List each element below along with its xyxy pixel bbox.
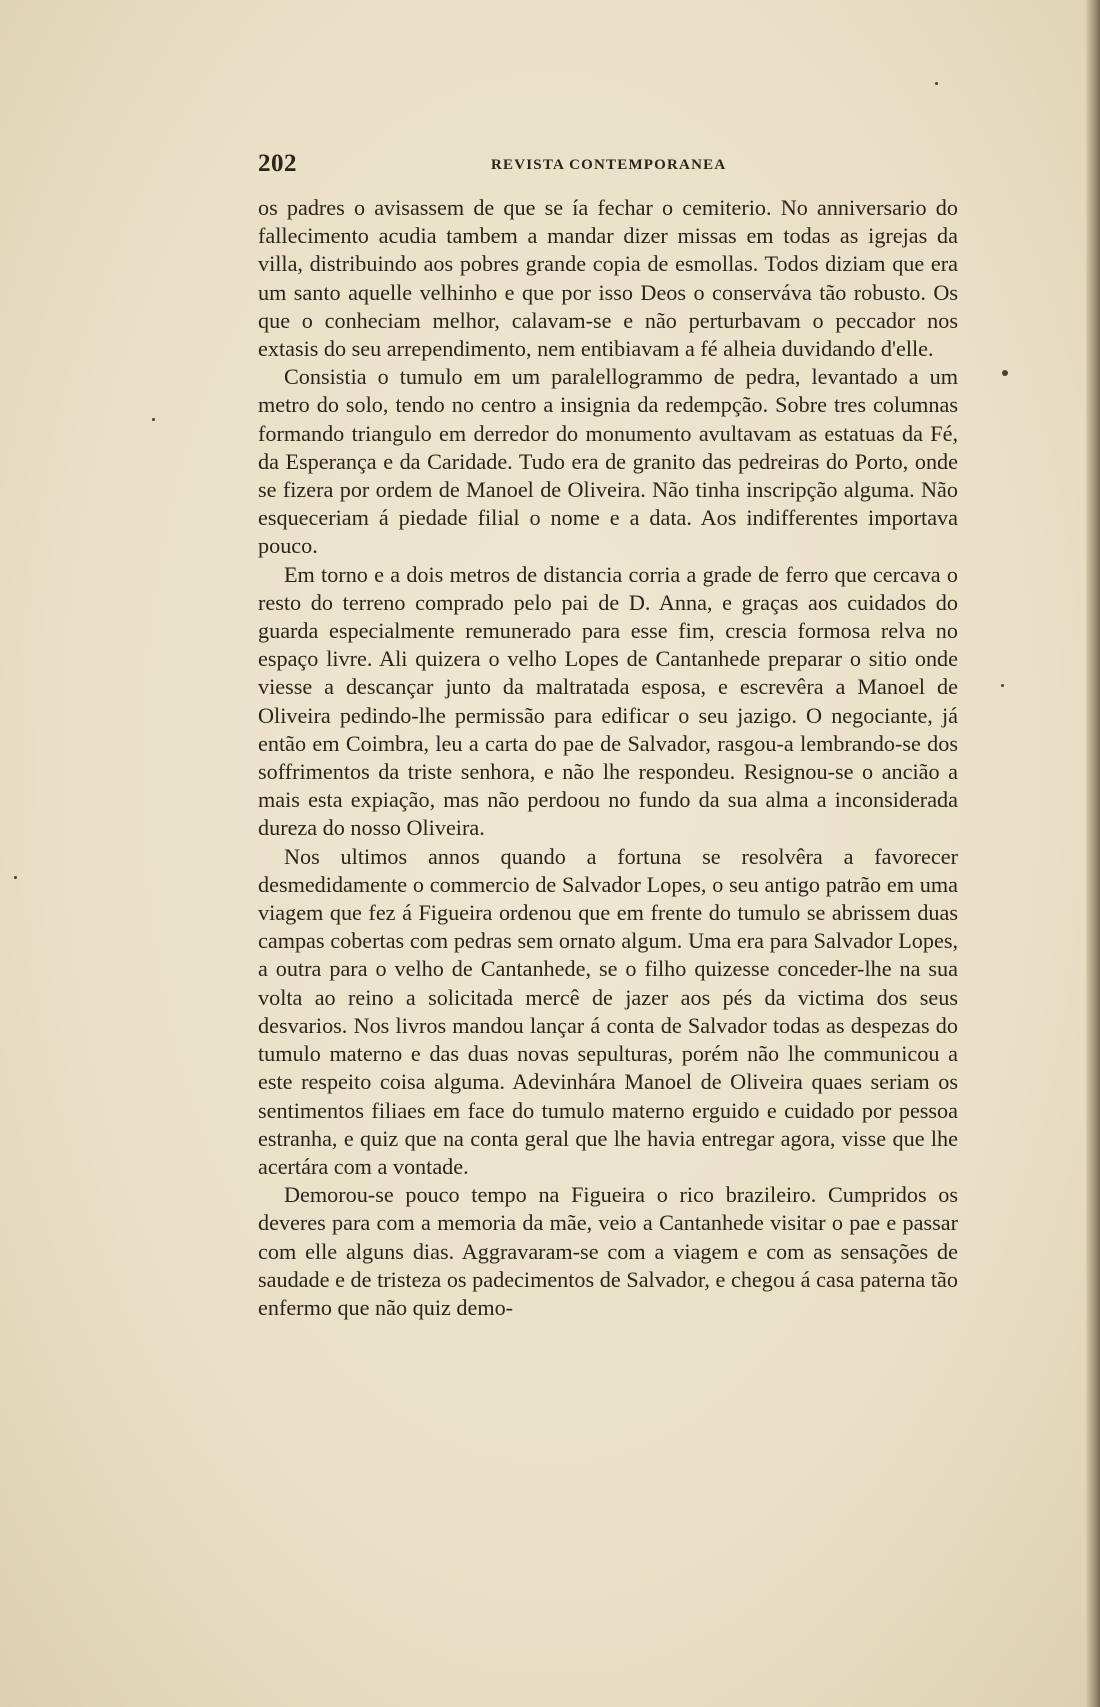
body-text [258, 194, 958, 1322]
paragraph-4: Nos ultimos annos quando a fortuna se resolvêra a favorecer desmedidamente o commercio de Salvador Lopes, o seu antigo patrão em uma viagem que fez á Figueira ordenou que em frente do tumulo se abrissem duas campas cobertas com pedras sem ornato algum. Uma era para Salvador Lopes, a outra para o velho de Cantanhede, se o filho quizesse conceder-lhe na sua volta ao reino a solicitada mercê de jazer aos pés da victima dos seus desvarios. Nos livros mandou lançar á conta de Salvador todas as despezas do tumulo materno e das duas novas sepulturas, porém não lhe communicou a este respeito coisa alguma. Adevinhára Manoel de Oliveira quaes seriam os sentimentos filiaes em face do tumulo materno erguido e cuidado por pessoa estranha, e quiz que na conta geral que lhe havia entregar agora, visse que lhe acertára com a vontade. [258, 843, 958, 1179]
page-edge-shadow [1086, 0, 1100, 1707]
paper-speck [935, 82, 938, 85]
paper-speck [1001, 684, 1004, 687]
paragraph-5: Demorou-se pouco tempo na Figueira o rico brazileiro. Cumpridos os deveres para com a memoria da mãe, veio a Cantanhede visitar o pae e passar com elle alguns dias. Aggravaram-se com a viagem e com as sensações de saudade e de tristeza os padecimentos de Salvador, e chegou á casa paterna tão enfermo que não quiz demo- [258, 1182, 958, 1320]
running-title: REVISTA CONTEMPORANEA [491, 157, 727, 173]
paragraph-3: Em torno e a dois metros de distancia corria a grade de ferro que cercava o resto do terreno comprado pelo pai de D. Anna, e graças aos cuidados do guarda especialmente remunerado para esse fim, crescia formosa relva no espaço livre. Ali quizera o velho Lopes de Cantanhede preparar o sitio onde viesse a descançar junto da maltratada esposa, e escrevêra a Manoel de Oliveira pedindo-lhe permissão para edificar o seu jazigo. O negociante, já então em Coimbra, leu a carta do pae de Salvador, rasgou-a lembrando-se dos soffrimentos da triste senhora, e não lhe respondeu. Resignou-se o ancião a mais esta expiação, mas não perdoou no fundo da sua alma a inconsiderada dureza do nosso Oliveira. [258, 561, 958, 841]
paragraph-1: os padres o avisassem de que se ía fechar o cemiterio. No anniversario do fallecimento acudia tambem a mandar dizer missas em todas as igrejas da villa, distribuindo aos pobres grande copia de esmollas. Todos diziam que era um santo aquelle velhinho e que por isso Deos o conserváva tão robusto. Os que o conheciam melhor, calavam-se e não perturbavam o peccador nos extasis do seu arrependimento, nem entibiavam a fé alheia duvidando d'elle. [258, 195, 958, 362]
paper-speck [152, 418, 155, 421]
page-number: 202 [258, 150, 297, 177]
page-header [258, 150, 958, 184]
paper-speck [14, 876, 17, 879]
paragraph-2: Consistia o tumulo em um paralellogrammo de pedra, levantado a um metro do solo, tendo no centro a insignia da redempção. Sobre tres columnas formando triangulo em derredor do monumento avultavam as estatuas da Fé, da Esperança e da Caridade. Tudo era de granito das pedreiras do Porto, onde se fizera por ordem de Manoel de Oliveira. Não tinha inscripção alguma. Não esqueceriam á piedade filial o nome e a data. Aos indifferentes importava pouco. [258, 364, 958, 559]
paper-speck [1002, 370, 1008, 376]
